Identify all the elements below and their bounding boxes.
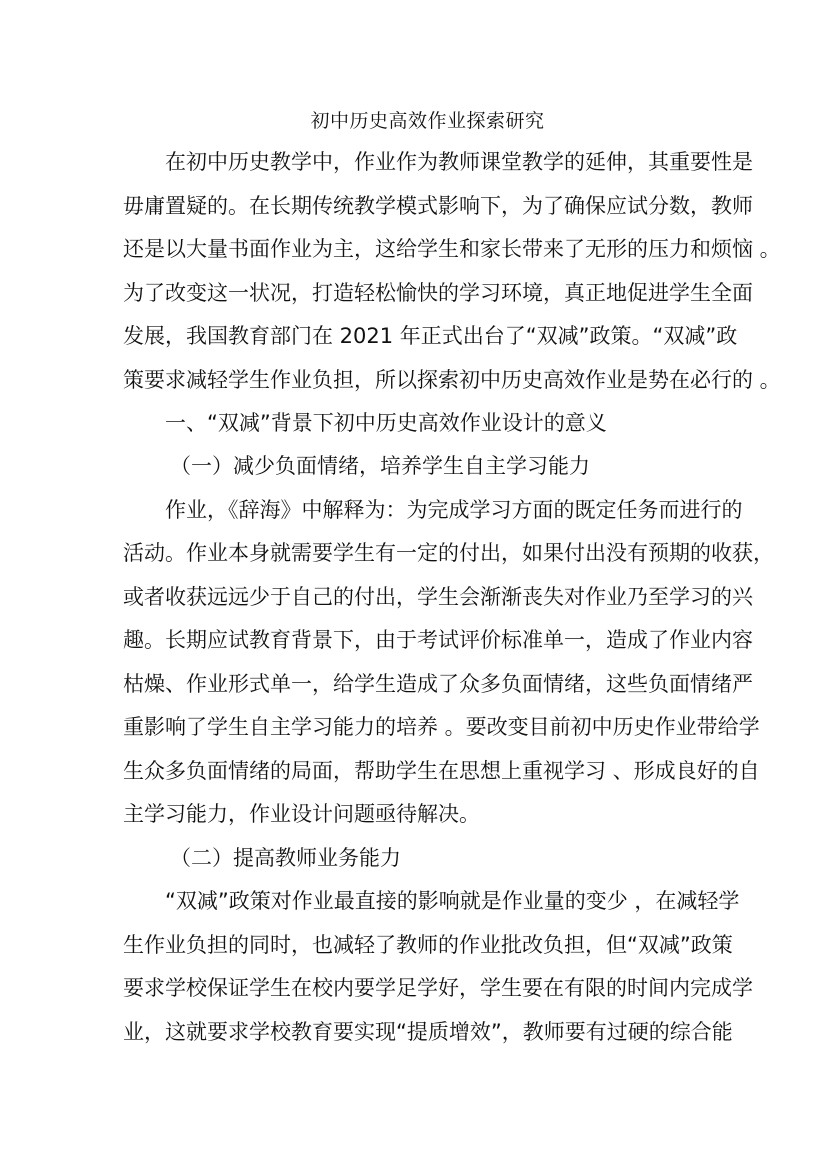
paragraph-line: 策要求减轻学生作业负担，所以探索初中历史高效作业是势在必行的 。 [123,368,781,392]
paragraph-line: 业，这就要求学校教育要实现“提质增效”，教师要有过硬的综合能 [123,1020,733,1044]
paragraph-line: 还是以大量书面作业为主，这给学生和家长带来了无形的压力和烦恼 。 [123,237,781,261]
document-title: 初中历史高效作业探索研究 [310,110,545,132]
paragraph-line: 发展，我国教育部门在 2021 年正式出台了“双减”政策。“双减”政 [123,324,738,348]
paragraph-line: 重影响了学生自主学习能力的培养 。要改变目前初中历史作业带给学 [123,715,760,739]
section-heading: 一、“双减”背景下初中历史高效作业设计的意义 [165,411,607,435]
paragraph-line: 毋庸置疑的。在长期传统教学模式影响下，为了确保应试分数，教师 [123,194,753,218]
paragraph-line: 为了改变这一状况，打造轻松愉快的学习环境，真正地促进学生全面 [123,281,753,305]
paragraph-line: 活动。作业本身就需要学生有一定的付出，如果付出没有预期的收获， [123,541,774,565]
paragraph-line: “双减”政策对作业最直接的影响就是作业量的变少 ，在减轻学 [165,889,740,913]
paragraph-line: 或者收获远远少于自己的付出，学生会渐渐丧失对作业乃至学习的兴 [123,585,753,609]
subsection-heading: （二）提高教师业务能力 [170,846,401,870]
paragraph-line: 要求学校保证学生在校内要学足学好，学生要在有限的时间内完成学 [123,976,753,1000]
paragraph-line: 主学习能力，作业设计问题亟待解决。 [123,802,480,826]
paragraph-line: 在初中历史教学中，作业作为教师课堂教学的延伸，其重要性是 [165,150,753,174]
paragraph-line: 枯燥、作业形式单一，给学生造成了众多负面情绪，这些负面情绪严 [123,672,753,696]
paragraph-line: 趣。长期应试教育背景下，由于考试评价标准单一，造成了作业内容 [123,628,753,652]
paragraph-line: 生众多负面情绪的局面，帮助学生在思想上重视学习 、形成良好的自 [123,759,760,783]
subsection-heading: （一）减少负面情绪，培养学生自主学习能力 [170,454,590,478]
paragraph-line: 作业，《辞海》中解释为：为完成学习方面的既定任务而进行的 [165,498,743,522]
paragraph-line: 生作业负担的同时，也减轻了教师的作业批改负担，但“双减”政策 [123,933,733,957]
